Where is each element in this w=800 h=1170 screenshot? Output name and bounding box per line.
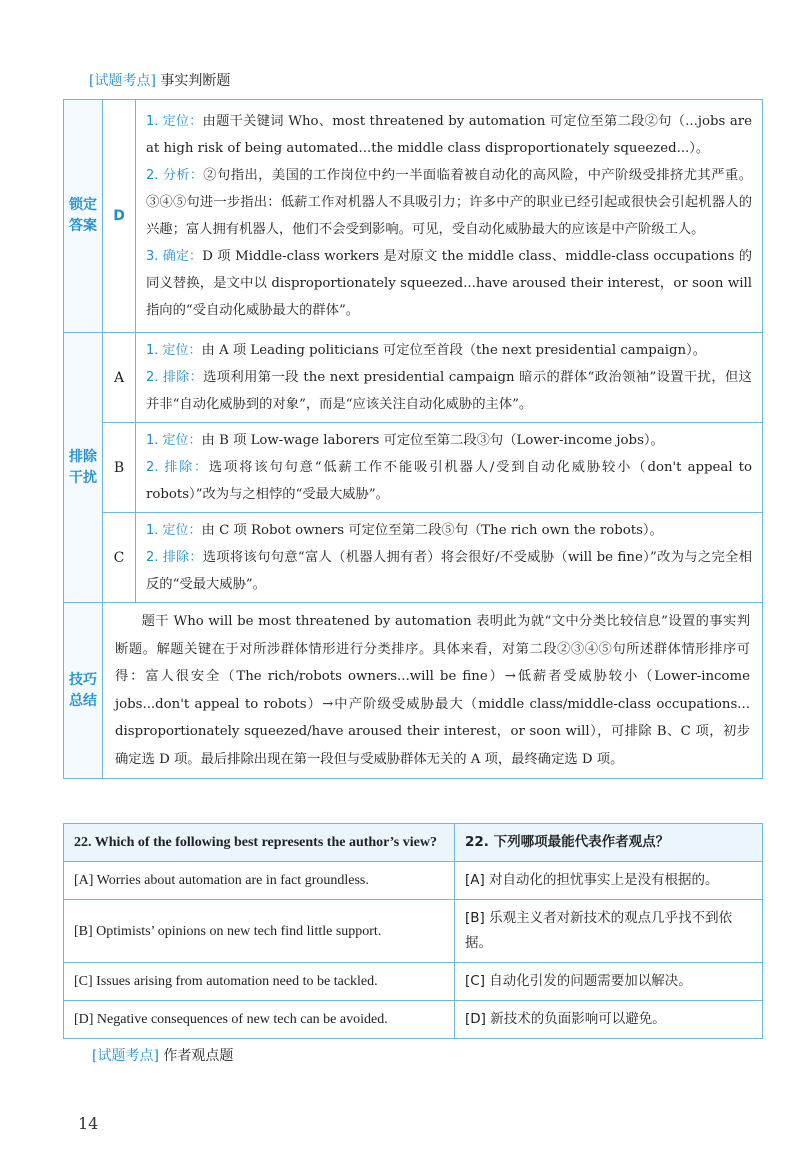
exam-point-tag: [89, 70, 230, 90]
bracket-open: [: [89, 73, 95, 89]
exam-point-text: 事实判断题: [160, 73, 231, 89]
option-letter: A: [103, 333, 136, 423]
tips-row: [64, 603, 763, 779]
option-en: [C] Issues arising from automation need to be tackled.: [64, 963, 455, 1001]
exam-point-text: 作者观点题: [163, 1048, 234, 1064]
option-cn: [A] 对自动化的担忧事实上是没有根据的。: [455, 862, 763, 900]
section-label-tips: 技巧总结: [64, 603, 103, 779]
exam-point-label: 试题考点: [94, 73, 151, 89]
tips-body: [103, 603, 763, 779]
option-en: [A] Worries about automation are in fact groundless.: [64, 862, 455, 900]
step-text: 由 B 项 Low-wage laborers 可定位至第二段③句（Lower-income jobs）。: [201, 433, 664, 448]
step-text: 由 C 项 Robot owners 可定位至第二段⑤句（The rich own the robots）。: [201, 523, 663, 538]
exclude-body: [136, 513, 763, 603]
question-en: 22. Which of the following best represents the author’s view?: [64, 824, 455, 862]
step-text: 选项将该句句意“低薪工作不能吸引机器人/受到自动化威胁较小（don't appeal to robots）”改为与之相悖的“受最大威胁”。: [146, 460, 752, 502]
option-cn: [B] 乐观主义者对新技术的观点几乎找不到依据。: [455, 900, 763, 963]
step-text: D 项 Middle-class workers 是对原文 the middle class、middle-class occupations 的同义替换，是文中以 disproportionately squeezed...have aroused their interest，or soon will 指向的“受自动化威胁最大的群体”。: [146, 249, 752, 318]
option-row: [64, 963, 763, 1001]
answer-option: D: [103, 100, 136, 333]
question-table: [63, 823, 763, 1039]
lock-answer-row: [64, 100, 763, 333]
option-cn: [C] 自动化引发的问题需要加以解决。: [455, 963, 763, 1001]
step-text: 由 A 项 Leading politicians 可定位至首段（the next presidential campaign）。: [201, 343, 707, 358]
analysis-table: [63, 99, 763, 779]
section-label-exclude: 排除干扰: [64, 333, 103, 603]
tips-text: 题干 Who will be most threatened by automation 表明此为就“文中分类比较信息”设置的事实判断题。解题关键在于对所涉群体情形进行分类排序。具体来看，对第二段②③④⑤句所述群体情形排序可得：富人很安全（The rich/robots owners...will be fine）→低薪者受威胁较小（Lower-income jobs...don't appeal to robots）→中产阶级受威胁最大（middle class/middle-class occupations... disproportionately squeezed/have aroused their interest，or soon will），可排除 B、C 项，初步确定选 D 项。最后排除出现在第一段但与受威胁群体无关的 A 项，最终确定选 D 项。: [115, 614, 750, 767]
step-label: 1. 定位：: [146, 523, 202, 538]
bracket-close: ]: [150, 73, 156, 89]
exam-point-label: 试题考点: [97, 1048, 154, 1064]
lock-answer-body: [136, 100, 763, 333]
exclude-body: [136, 333, 763, 423]
step-label: 2. 排除：: [146, 460, 209, 475]
exam-point-tag-bottom: [92, 1045, 233, 1065]
option-row: [64, 1001, 763, 1039]
exclude-row-b: [64, 423, 763, 513]
option-en: [D] Negative consequences of new tech can be avoided.: [64, 1001, 455, 1039]
step-label: 3. 确定：: [146, 249, 203, 264]
step-label: 2. 分析：: [146, 168, 204, 183]
option-letter: B: [103, 423, 136, 513]
option-cn: [D] 新技术的负面影响可以避免。: [455, 1001, 763, 1039]
step-text: 选项将该句句意“富人（机器人拥有者）将会很好/不受威胁（will be fine）”改为与之完全相反的“受最大威胁”。: [146, 550, 752, 592]
section-label-lock: 锁定答案: [64, 100, 103, 333]
exclude-body: [136, 423, 763, 513]
step-label: 1. 定位：: [146, 343, 202, 358]
step-text: ②句指出，美国的工作岗位中约一半面临着被自动化的高风险，中产阶级受排挤尤其严重。③④⑤句进一步指出：低薪工作对机器人不具吸引力；许多中产的职业已经引起或很快会引起机器人的兴趣；富人拥有机器人，他们不会受到影响。可见，受自动化威胁最大的应该是中产阶级工人。: [146, 168, 752, 237]
option-letter: C: [103, 513, 136, 603]
step-label: 1. 定位：: [146, 433, 202, 448]
page-number: 14: [78, 1114, 99, 1133]
option-row: [64, 900, 763, 963]
option-row: [64, 862, 763, 900]
step-label: 1. 定位：: [146, 114, 203, 129]
bracket-open: [: [92, 1048, 98, 1064]
option-en: [B] Optimists’ opinions on new tech find little support.: [64, 900, 455, 963]
question-cn: 22. 下列哪项最能代表作者观点？: [455, 824, 763, 862]
step-label: 2. 排除：: [146, 370, 204, 385]
bracket-close: ]: [153, 1048, 159, 1064]
step-text: 由题干关键词 Who、most threatened by automation 可定位至第二段②句（...jobs are at high risk of being automated...the middle class disproportionately squeezed...）。: [146, 114, 752, 156]
step-text: 选项利用第一段 the next presidential campaign 暗示的群体“政治领袖”设置干扰，但这并非“自动化威胁到的对象”，而是“应该关注自动化威胁的主体”。: [146, 370, 752, 412]
question-head-row: [64, 824, 763, 862]
exclude-row-a: [64, 333, 763, 423]
exclude-row-c: [64, 513, 763, 603]
step-label: 2. 排除：: [146, 550, 203, 565]
